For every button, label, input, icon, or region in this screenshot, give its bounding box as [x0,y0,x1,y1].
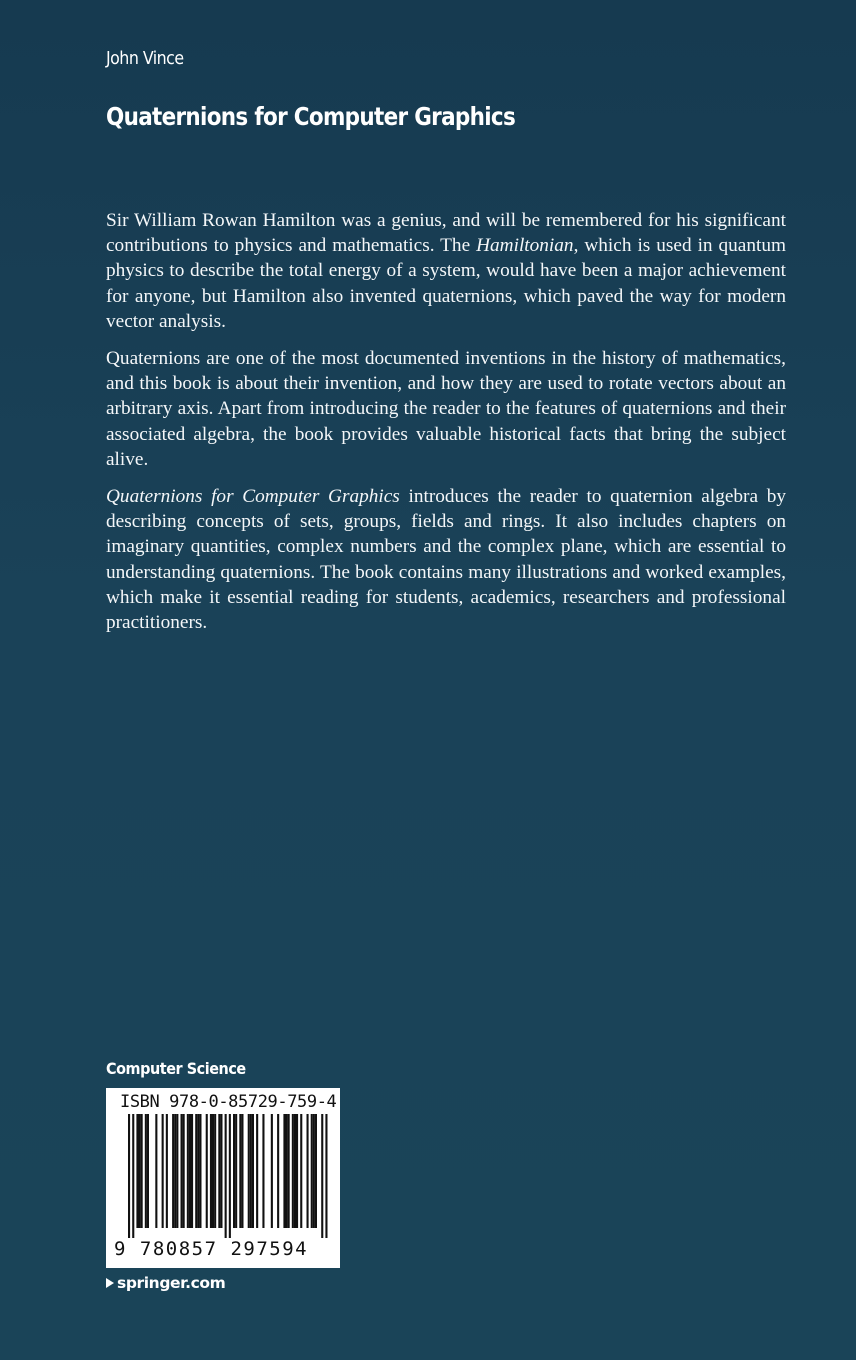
barcode-bar [162,1114,164,1228]
barcode-bar [311,1114,313,1228]
barcode-bar [183,1114,185,1228]
barcode-bar [212,1114,214,1228]
isbn-label: ISBN 978-0-85729-759-4 [120,1092,337,1112]
barcode-bar [315,1114,317,1228]
barcode-bar [218,1114,220,1228]
barcode-bar [271,1114,273,1228]
barcode-bar [210,1114,212,1228]
hamiltonian-term: Hamiltonian [476,235,574,257]
barcode-bar [229,1114,231,1238]
barcode-bar [325,1114,327,1238]
barcode-bar [250,1114,252,1228]
barcode-bar [286,1114,288,1228]
barcode-bars [114,1114,332,1238]
barcode-bar [172,1114,174,1228]
barcode-bar [141,1114,143,1228]
barcode-bar [139,1114,141,1228]
barcode-bar [220,1114,222,1228]
description-paragraph-3: Quaternions for Computer Graphics introduces the reader to quaternion algebra by describing concepts of sets, groups, fields and rings. It also includes chapters on imaginary quantities, complex numbers and the complex plane, which are essential to understanding quaternions. The book contains many illustrations and worked examples, which make it essential reading for students, academics, researchers and professional practitioners. [106,486,786,634]
barcode-bar [128,1114,130,1238]
barcode-bar [321,1114,323,1238]
barcode-bar [277,1114,279,1228]
barcode-bar [225,1114,227,1238]
book-title-reference: Quaternions for Computer Graphics [106,486,400,508]
barcode-bar [189,1114,191,1228]
barcode-bar [300,1114,302,1228]
description-paragraph-1: Sir William Rowan Hamilton was a genius, and will be remembered for his significant contributions to physics and mathematics. The Hamiltonian, which is used in quantum physics to describe the total energy of a system, would have been a major achievement for anyone, but Hamilton also invented quaternions, which paved the way for modern vector analysis. [106,210,786,332]
barcode-bar [248,1114,250,1228]
barcode-bar [199,1114,201,1228]
barcode-bar [187,1114,189,1228]
barcode-bar [239,1114,241,1228]
book-title: Quaternions for Computer Graphics [106,102,516,131]
barcode-bar [283,1114,285,1228]
author-name: John Vince [106,48,184,69]
publisher-website[interactable] [106,1274,225,1292]
barcode-bar [296,1114,298,1228]
barcode-digits: 9 780857 297594 [114,1238,309,1260]
barcode-bar [174,1114,176,1228]
barcode-bar [176,1114,178,1228]
barcode-bar [214,1114,216,1228]
barcode-bar [155,1114,157,1228]
barcode-bar [147,1114,149,1228]
barcode-bar [288,1114,290,1228]
subject-category: Computer Science [106,1059,246,1078]
barcode-bar [145,1114,147,1228]
barcode-bar [191,1114,193,1228]
barcode-bar [262,1114,264,1228]
barcode-bar [307,1114,309,1228]
barcode-bar [252,1114,254,1228]
barcode-bar [235,1114,237,1228]
barcode-bar [206,1114,208,1228]
isbn-barcode [106,1088,340,1268]
barcode-bar [197,1114,199,1228]
barcode-bar [256,1114,258,1228]
barcode-bar [292,1114,294,1228]
barcode-bar [195,1114,197,1228]
barcode-bar [233,1114,235,1228]
publisher-website-label: springer.com [117,1274,226,1292]
description-paragraph-2: Quaternions are one of the most documented inventions in the history of mathematics, and this book is about their invention, and how they are used to rotate vectors about an arbitrary axis. Apart from introducing the reader to the features of quaternions and their associated algebra, the book provides valuable historical facts that bring the subject alive. [106,348,786,470]
barcode-bar [136,1114,138,1228]
barcode-bar [241,1114,243,1228]
barcode-bar [313,1114,315,1228]
barcode-bar [294,1114,296,1228]
book-description [106,208,786,647]
barcode-bar [181,1114,183,1228]
barcode-bar [166,1114,168,1228]
barcode-bar [132,1114,134,1238]
play-triangle-icon [106,1278,114,1288]
